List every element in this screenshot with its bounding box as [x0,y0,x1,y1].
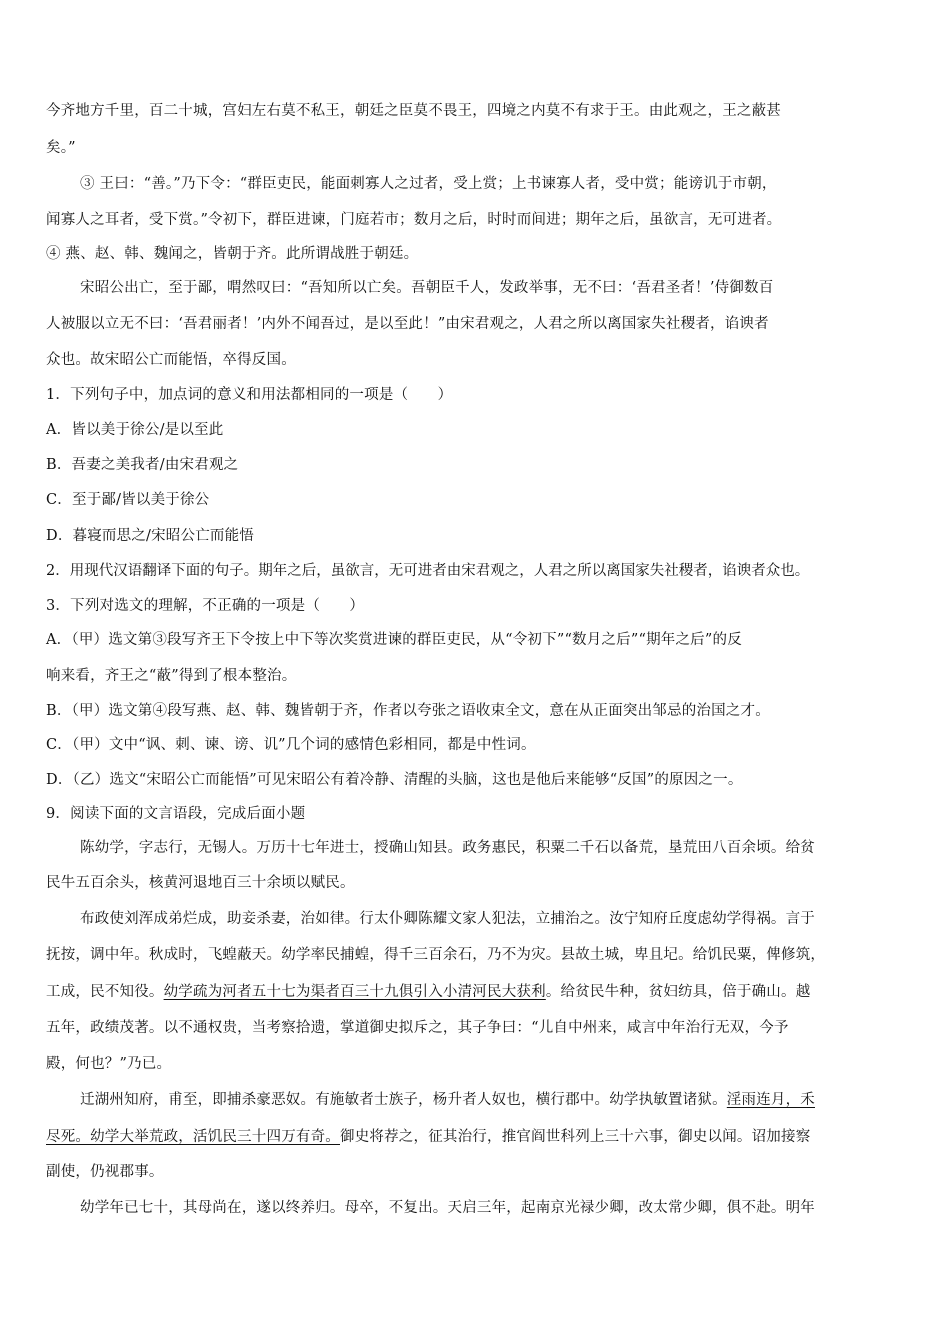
q9-para3-line-3: 副使，仍视郡事。 [46,1164,164,1180]
yi-line-1: 宋昭公出亡，至于鄙，喟然叹曰：“吾知所以亡矣。吾朝臣千人，发政举事，无不曰：‘吾君圣者！’侍御数百 [80,280,774,296]
q3-option-a-line-2: 响来看，齐王之“蔽”得到了根本整治。 [46,668,297,684]
q1-option-a: A．皆以美于徐公/是以至此 [46,422,224,438]
q9-para1-line-2: 民牛五百余头，核黄河退地百三十余顷以赋民。 [46,875,355,891]
q9-underlined-sentence-2a: 淫雨连月，禾 [726,1092,815,1108]
q3-stem: 3．下列对选文的理解，不正确的一项是（ ） [46,598,365,614]
jia-p3-line-1: ③ 王曰：“善。”乃下令：“群臣吏民，能面刺寡人之过者，受上赏；上书谏寡人者，受中赏；能谤讥于市朝， [80,176,777,192]
q9-underlined-sentence-2b: 尽死。幼学大举荒政，活饥民三十四万有奇。 [46,1129,340,1145]
yi-line-3: 众也。故宋昭公亡而能悟，卒得反国。 [46,352,296,368]
q9-para2-line-3 [46,982,810,1002]
q2-stem: 2．用现代汉语翻译下面的句子。期年之后，虽欲言，无可进者由宋君观之，人君之所以离国家失社稷者，谄谀者众也。 [46,563,810,579]
q9-para3-line-1 [80,1090,815,1110]
q9-para3-line-2-after: 御史将荐之，征其治行，推官阎世科列上三十六事，御史以闻。诏加接察 [340,1129,811,1145]
q3-option-b: B．（甲）选文第④段写燕、赵、韩、魏皆朝于齐，作者以夸张之语收束全文，意在从正面突出邹忌的治国之才。 [46,703,770,719]
q9-para3-line-1-before: 迁湖州知府，甫至，即捕杀豪恶奴。有施敏者士族子，杨升者人奴也，横行郡中。幼学执敏置诸狱。 [80,1092,727,1108]
q9-para1-line-1: 陈幼学，字志行，无锡人。万历十七年进士，授确山知县。政务惠民，积粟二千石以备荒，垦荒田八百余顷。给贫 [80,840,815,856]
q9-para2-line-3-before: 工成，民不知役。 [46,984,164,1000]
q9-para2-line-3-after: 。给贫民牛种，贫妇纺具，倍于确山。越 [545,984,811,1000]
q9-para2-line-5: 殿，何也？”乃已。 [46,1056,172,1072]
q1-stem: 1．下列句子中，加点词的意义和用法都相同的一项是（ ） [46,387,453,403]
q3-option-d: D．（乙）选文“宋昭公亡而能悟”可见宋昭公有着冷静、清醒的头脑，这也是他后来能够“反国”的原因之一。 [46,772,743,788]
q3-option-a-line-1: A．（甲）选文第③段写齐王下令按上中下等次奖赏进谏的群臣吏民，从“令初下”“数月之后”“期年之后”的反 [46,632,742,648]
q1-option-d: D．暮寝而思之/宋昭公亡而能悟 [46,528,255,544]
q3-option-c: C．（甲）文中“讽、刺、谏、谤、讥”几个词的感情色彩相同，都是中性词。 [46,737,536,753]
q9-para2-line-1: 布政使刘浑成弟烂成，助妾杀妻，治如律。行太仆卿陈耀文家人犯法，立捕治之。汝宁知府丘度虑幼学得祸。言于 [80,911,815,927]
jia-p3-line-2: 闻寡人之耳者，受下赏。”令初下，群臣进谏，门庭若市；数月之后，时时而间进；期年之后，虽欲言，无可进者。 [46,212,782,228]
q9-para2-line-2: 抚按，调中年。秋成时，飞蝗蔽天。幼学率民捕蝗，得千三百余石，乃不为灾。县故土城，卑且圮。给饥民粟，俾修筑， [46,947,826,963]
yi-line-2: 人被服以立无不曰：‘吾君丽者！’内外不闻吾过，是以至此！”由宋君观之，人君之所以离国家失社稷者，谄谀者 [46,316,769,332]
jia-p4-line: ④ 燕、赵、韩、魏闻之，皆朝于齐。此所谓战胜于朝廷。 [46,246,419,262]
q9-underlined-sentence-1: 幼学疏为河者五十七为渠者百三十九俱引入小清河民大获利 [163,984,546,1000]
q1-option-b: B．吾妻之美我者/由宋君观之 [46,457,239,473]
jia-intro-line-1: 今齐地方千里，百二十城，宫妇左右莫不私王，朝廷之臣莫不畏王，四境之内莫不有求于王。由此观之，王之蔽甚 [46,103,781,119]
jia-intro-line-2: 矣。” [46,140,76,156]
q9-stem: 9．阅读下面的文言语段，完成后面小题 [46,806,306,822]
q9-para2-line-4: 五年，政绩茂著。以不通权贵，当考察拾遗，掌道御史拟斥之，其子争曰：“儿自中州来，咸言中年治行无双，今予 [46,1020,789,1036]
q9-para4-line-1: 幼学年已七十，其母尚在，遂以终养归。母卒，不复出。天启三年，起南京光禄少卿，改太常少卿，俱不赴。明年 [80,1200,815,1216]
q1-option-c: C．至于鄙/皆以美于徐公 [46,492,210,508]
q9-para3-line-2 [46,1127,810,1147]
